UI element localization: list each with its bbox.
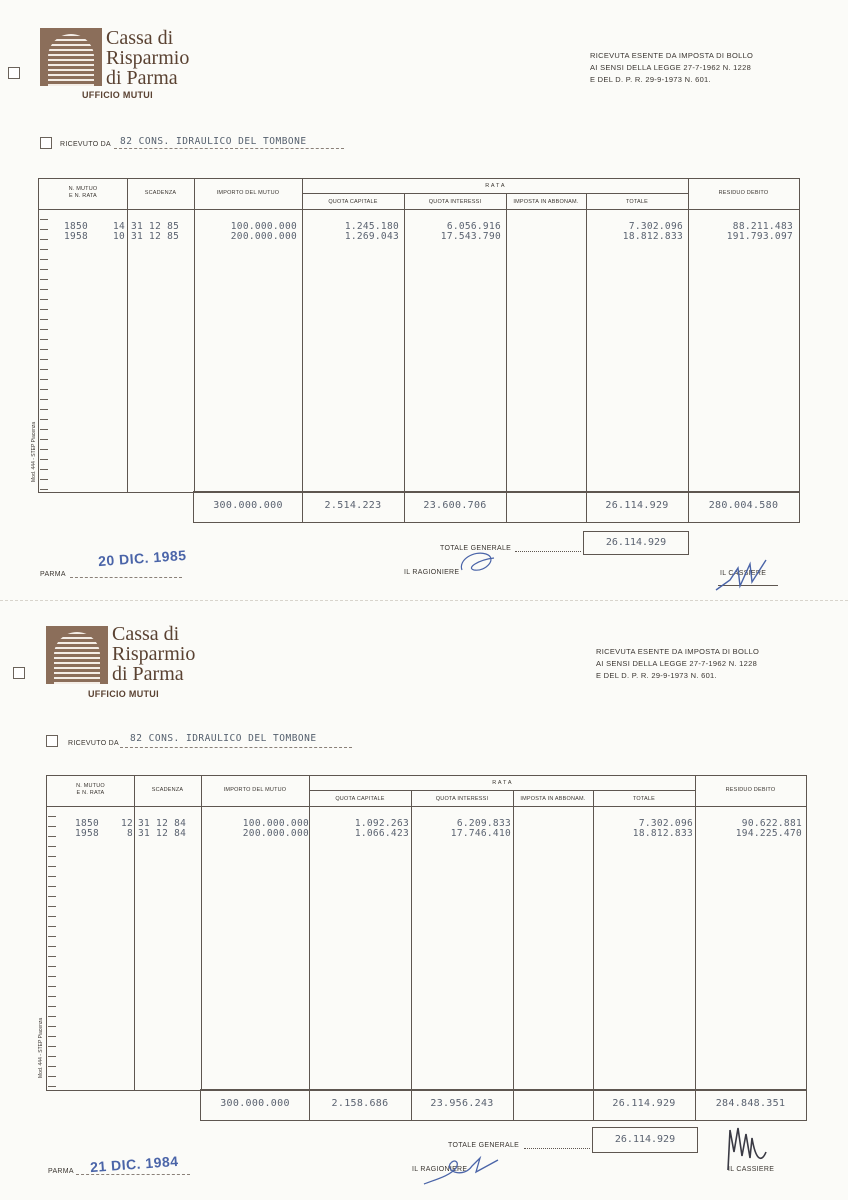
received-checkbox[interactable] <box>46 735 58 747</box>
received-from-value: 82 CONS. IDRAULICO DEL TOMBONE <box>130 733 317 744</box>
cell-importo: 200.000.000 <box>230 231 297 242</box>
receipt-1984 <box>0 600 848 1200</box>
header-residuo: RESIDUO DEBITO <box>718 190 769 196</box>
form-code: Mod. 444 - STEP Piacenza <box>38 1017 44 1078</box>
total-totale: 26.114.929 <box>605 500 669 511</box>
cell-scadenza: 31 12 84 <box>138 828 187 839</box>
ruler-ticks <box>40 210 48 490</box>
cell-totale: 7.302.096 <box>628 221 683 232</box>
cell-capitale: 1.245.180 <box>344 221 399 232</box>
header-importo: IMPORTO DEL MUTUO <box>223 787 287 793</box>
total-interessi: 23.956.243 <box>430 1098 494 1109</box>
stamp-exemption-note: RICEVUTA ESENTE DA IMPOSTA DI BOLLO AI SENSI DELLA LEGGE 27-7-1962 N. 1228 E DEL D. P. R. 29-9-1973 N. 601. <box>590 51 754 84</box>
header-residuo: RESIDUO DEBITO <box>725 787 776 793</box>
header-quota-interessi: QUOTA INTERESSI <box>428 199 482 205</box>
accountant-signature <box>456 548 502 578</box>
cell-interessi: 6.056.916 <box>446 221 501 232</box>
accountant-label: IL RAGIONIERE <box>412 1166 468 1173</box>
totals-row <box>193 491 800 523</box>
cell-totale: 7.302.096 <box>638 818 693 829</box>
header-rata: R A T A <box>492 780 512 786</box>
header-totale: TOTALE <box>625 199 649 205</box>
bank-name: Cassa di Risparmio di Parma <box>106 27 190 89</box>
header-quota-interessi: QUOTA INTERESSI <box>435 796 489 802</box>
cell-scadenza: 31 12 85 <box>131 221 180 232</box>
total-totale: 26.114.929 <box>612 1098 676 1109</box>
date-stamp: 20 DIC. 1985 <box>97 546 187 570</box>
total-importo: 300.000.000 <box>220 1098 290 1109</box>
received-from-label: RICEVUTO DA <box>68 740 120 747</box>
date-line <box>70 577 182 578</box>
header-importo: IMPORTO DEL MUTUO <box>216 190 280 196</box>
cell-scadenza: 31 12 85 <box>131 231 180 242</box>
cashier-label: IL CASSIERE <box>720 570 767 577</box>
bank-logo <box>46 626 108 684</box>
accountant-label: IL RAGIONIERE <box>404 569 460 576</box>
grand-total-dots <box>524 1148 590 1149</box>
cell-interessi: 17.746.410 <box>450 828 511 839</box>
bank-name: Cassa di Risparmio di Parma <box>112 623 196 685</box>
cell-capitale: 1.066.423 <box>354 828 409 839</box>
cell-residuo: 88.211.483 <box>732 221 793 232</box>
city-label: PARMA <box>48 1168 74 1175</box>
cell-importo: 100.000.000 <box>230 221 297 232</box>
cell-mutuo: 1850 <box>64 221 89 232</box>
header-quota-capitale: QUOTA CAPITALE <box>335 796 385 802</box>
cell-residuo: 191.793.097 <box>726 231 793 242</box>
header-imposta: IMPOSTA IN ABBONAM. <box>520 796 586 802</box>
cell-residuo: 194.225.470 <box>735 828 802 839</box>
cell-rata: 10 <box>112 231 125 242</box>
total-capitale: 2.158.686 <box>331 1098 389 1109</box>
header-quota-capitale: QUOTA CAPITALE <box>328 199 378 205</box>
grand-total-box: 26.114.929 <box>592 1127 698 1153</box>
cashier-signature <box>722 1122 775 1173</box>
cell-scadenza: 31 12 84 <box>138 818 187 829</box>
cell-totale: 18.812.833 <box>622 231 683 242</box>
cell-mutuo: 1958 <box>64 231 89 242</box>
received-from-value: 82 CONS. IDRAULICO DEL TOMBONE <box>120 136 307 147</box>
bank-logo <box>40 28 102 86</box>
date-stamp: 21 DIC. 1984 <box>89 1152 179 1176</box>
cell-rata: 12 <box>120 818 133 829</box>
margin-checkbox[interactable] <box>13 667 25 679</box>
grand-total-box: 26.114.929 <box>583 531 689 555</box>
header-totale: TOTALE <box>632 796 656 802</box>
margin-checkbox[interactable] <box>8 67 20 79</box>
cell-interessi: 6.209.833 <box>456 818 511 829</box>
header-mutuo: N. MUTUO E N. RATA <box>68 186 98 199</box>
cell-capitale: 1.269.043 <box>344 231 399 242</box>
header-mutuo: N. MUTUO E N. RATA <box>76 783 105 796</box>
cell-residuo: 90.622.881 <box>741 818 802 829</box>
grand-total-label: TOTALE GENERALE <box>440 545 512 552</box>
total-interessi: 23.600.706 <box>423 500 487 511</box>
office-label: UFFICIO MUTUI <box>82 90 153 100</box>
header-imposta: IMPOSTA IN ABBONAM. <box>513 199 579 205</box>
stamp-exemption-note: RICEVUTA ESENTE DA IMPOSTA DI BOLLO AI SENSI DELLA LEGGE 27-7-1962 N. 1228 E DEL D. P. R. 29-9-1973 N. 601. <box>596 647 760 680</box>
form-code: Mod. 444 - STEP Piacenza <box>31 421 37 482</box>
grand-total-label: TOTALE GENERALE <box>448 1142 520 1149</box>
installments-table <box>38 178 800 493</box>
received-from-line <box>114 148 344 149</box>
cell-rata: 8 <box>126 828 133 839</box>
installments-table <box>46 775 807 1091</box>
header-rata: R A T A <box>485 183 505 189</box>
cell-mutuo: 1958 <box>75 828 100 839</box>
received-from-line <box>120 747 352 748</box>
ruler-ticks <box>48 807 56 1087</box>
total-residuo: 280.004.580 <box>708 500 779 511</box>
accountant-signature <box>420 1150 500 1190</box>
cell-rata: 14 <box>112 221 125 232</box>
cell-importo: 200.000.000 <box>242 828 309 839</box>
cell-importo: 100.000.000 <box>242 818 309 829</box>
received-from-label: RICEVUTO DA <box>60 141 112 148</box>
cell-interessi: 17.543.790 <box>440 231 501 242</box>
total-importo: 300.000.000 <box>213 500 283 511</box>
cashier-signature <box>712 556 772 594</box>
total-residuo: 284.848.351 <box>715 1098 786 1109</box>
totals-row <box>200 1089 807 1121</box>
cashier-label: IL CASSIERE <box>728 1166 775 1173</box>
received-checkbox[interactable] <box>40 137 52 149</box>
cell-totale: 18.812.833 <box>632 828 693 839</box>
cell-capitale: 1.092.263 <box>354 818 409 829</box>
office-label: UFFICIO MUTUI <box>88 689 159 699</box>
header-scadenza: SCADENZA <box>151 787 184 793</box>
header-scadenza: SCADENZA <box>144 190 177 196</box>
grand-total-dots <box>515 551 581 552</box>
city-label: PARMA <box>40 571 66 578</box>
total-capitale: 2.514.223 <box>324 500 382 511</box>
cell-mutuo: 1850 <box>75 818 100 829</box>
